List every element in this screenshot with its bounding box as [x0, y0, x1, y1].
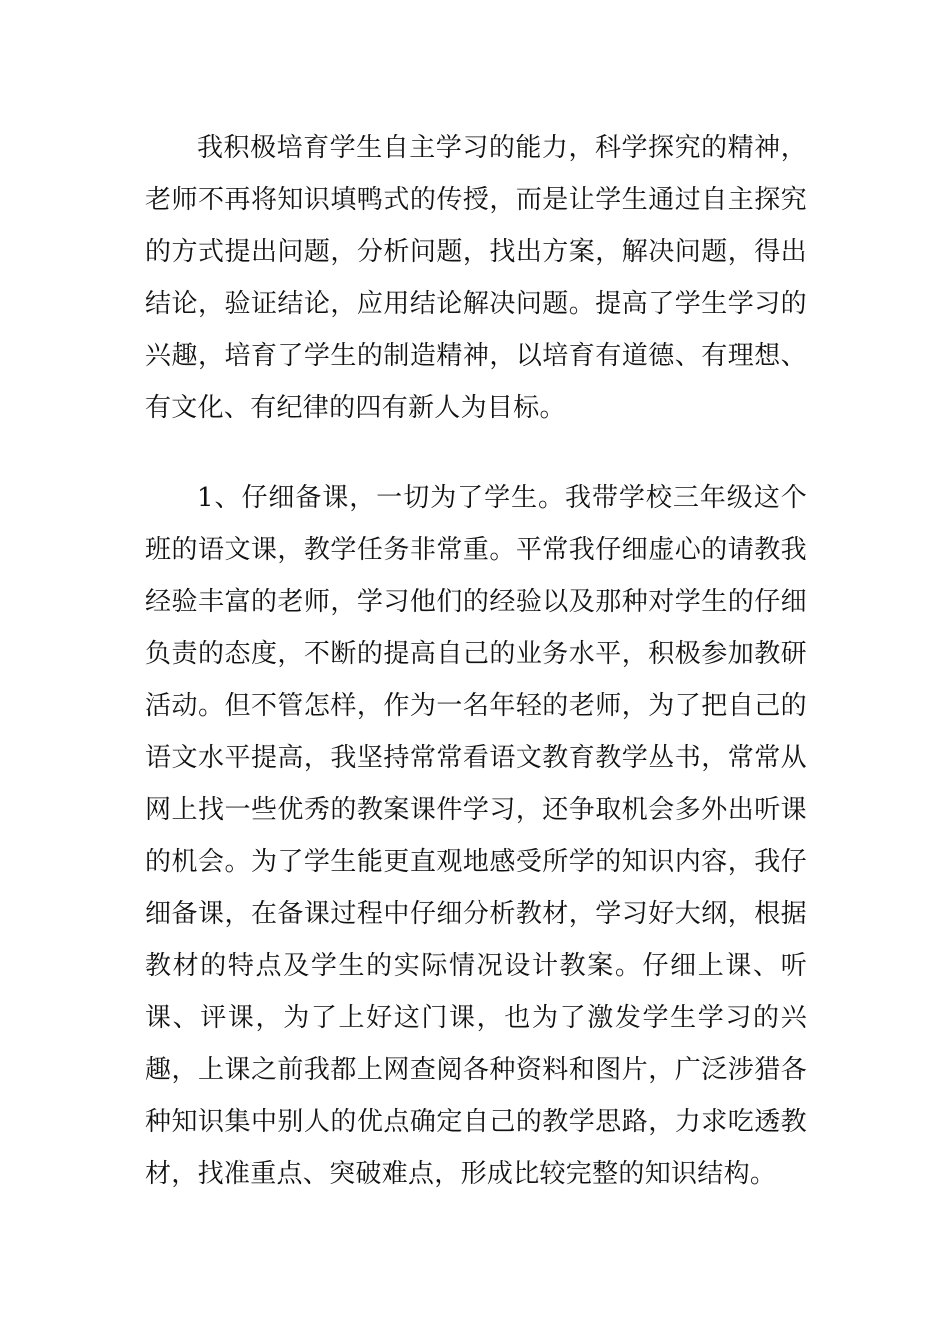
- paragraph-lesson-preparation: 1、仔细备课，一切为了学生。我带学校三年级这个班的语文课，教学任务非常重。平常我仔细虚心的请教我经验丰富的老师，学习他们的经验以及那种对学生的仔细负责的态度，不断的提高自己的业务水平，积极参加教研活动。但不管怎样，作为一名年轻的老师，为了把自己的语文水平提高，我坚持常常看语文教育教学丛书，常常从网上找一些优秀的教案课件学习，还争取机会多外出听课的机会。为了学生能更直观地感受所学的知识内容，我仔细备课，在备课过程中仔细分析教材，学习好大纲，根据教材的特点及学生的实际情况设计教案。仔细上课、听课、评课，为了上好这门课，也为了激发学生学习的兴趣，上课之前我都上网查阅各种资料和图片，广泛涉猎各种知识集中别人的优点确定自己的教学思路，力求吃透教材，找准重点、突破难点，形成比较完整的知识结构。: [145, 483, 807, 1189]
- paragraph-intro: 我积极培育学生自主学习的能力，科学探究的精神，老师不再将知识填鸭式的传授，而是让学生通过自主探究的方式提出问题，分析问题，找出方案，解决问题，得出结论，验证结论，应用结论解决问题。提高了学生学习的兴趣，培育了学生的制造精神，以培育有道德、有理想、有文化、有纪律的四有新人为目标。: [145, 133, 807, 423]
